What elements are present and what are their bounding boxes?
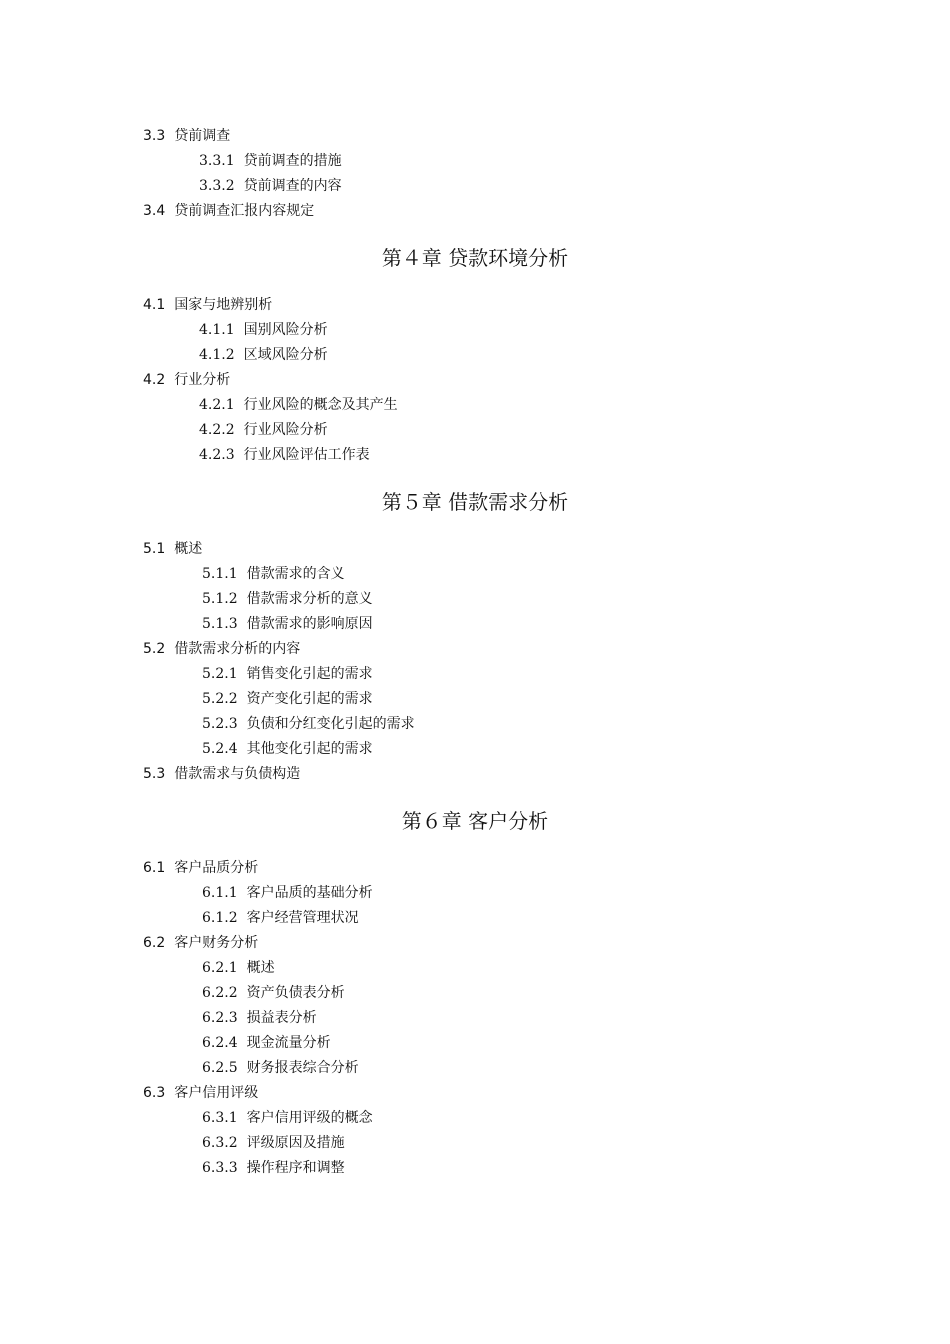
subsection-number: 4.2.1 xyxy=(199,397,235,413)
subsection-number: 6.3.3 xyxy=(202,1160,238,1176)
subsection-title: 行业风险分析 xyxy=(243,422,328,438)
toc-section-3-3 xyxy=(143,127,230,145)
subsection-title: 客户经营管理状况 xyxy=(246,910,359,926)
toc-subsection-6-2-3 xyxy=(202,1009,317,1027)
subsection-title: 评级原因及措施 xyxy=(246,1135,345,1151)
section-number: 4.2 xyxy=(143,372,166,388)
toc-section-5-3 xyxy=(143,765,300,783)
toc-section-4-1 xyxy=(143,296,272,314)
subsection-number: 6.1.2 xyxy=(202,910,238,926)
chapter-5-heading: 第５章 借款需求分析 xyxy=(381,490,569,514)
subsection-number: 4.1.1 xyxy=(199,322,235,338)
subsection-title: 操作程序和调整 xyxy=(246,1160,345,1176)
toc-section-5-2 xyxy=(143,640,300,658)
toc-subsection-6-2-2 xyxy=(202,984,345,1002)
subsection-title: 区域风险分析 xyxy=(243,347,328,363)
toc-subsection-6-3-2 xyxy=(202,1134,345,1152)
section-number: 5.3 xyxy=(143,766,166,782)
toc-section-6-1 xyxy=(143,859,258,877)
subsection-number: 3.3.1 xyxy=(199,153,235,169)
toc-section-6-3 xyxy=(143,1084,258,1102)
subsection-number: 6.2.2 xyxy=(202,985,238,1001)
section-title: 借款需求与负债构造 xyxy=(174,766,301,782)
chapter-6-heading: 第６章 客户分析 xyxy=(401,809,549,833)
subsection-title: 行业风险的概念及其产生 xyxy=(243,397,398,413)
toc-section-3-4 xyxy=(143,202,314,220)
toc-subsection-4-2-1 xyxy=(199,396,398,414)
subsection-number: 6.2.4 xyxy=(202,1035,238,1051)
toc-subsection-6-1-2 xyxy=(202,909,359,927)
toc-subsection-3-3-1 xyxy=(199,152,342,170)
toc-subsection-5-1-2 xyxy=(202,590,373,608)
subsection-title: 现金流量分析 xyxy=(246,1035,331,1051)
toc-subsection-4-1-1 xyxy=(199,321,328,339)
toc-subsection-6-2-5 xyxy=(202,1059,359,1077)
subsection-number: 6.2.5 xyxy=(202,1060,238,1076)
section-title: 行业分析 xyxy=(174,372,231,388)
subsection-title: 客户信用评级的概念 xyxy=(246,1110,373,1126)
toc-section-6-2 xyxy=(143,934,258,952)
chapter-4-heading: 第４章 贷款环境分析 xyxy=(381,246,569,270)
subsection-number: 4.2.2 xyxy=(199,422,235,438)
toc-subsection-3-3-2 xyxy=(199,177,342,195)
subsection-title: 贷前调查的措施 xyxy=(243,153,342,169)
subsection-title: 借款需求的含义 xyxy=(246,566,345,582)
toc-section-4-2 xyxy=(143,371,230,389)
section-number: 5.2 xyxy=(143,641,166,657)
subsection-title: 财务报表综合分析 xyxy=(246,1060,359,1076)
section-number: 3.4 xyxy=(143,203,166,219)
section-title: 借款需求分析的内容 xyxy=(174,641,301,657)
subsection-title: 销售变化引起的需求 xyxy=(246,666,373,682)
subsection-title: 客户品质的基础分析 xyxy=(246,885,373,901)
subsection-number: 5.1.1 xyxy=(202,566,238,582)
section-number: 6.3 xyxy=(143,1085,166,1101)
section-title: 客户财务分析 xyxy=(174,935,259,951)
subsection-number: 5.2.2 xyxy=(202,691,238,707)
subsection-number: 6.2.3 xyxy=(202,1010,238,1026)
toc-subsection-4-1-2 xyxy=(199,346,328,364)
subsection-title: 借款需求的影响原因 xyxy=(246,616,373,632)
subsection-number: 5.1.3 xyxy=(202,616,238,632)
section-number: 4.1 xyxy=(143,297,166,313)
subsection-title: 资产负债表分析 xyxy=(246,985,345,1001)
toc-subsection-6-1-1 xyxy=(202,884,373,902)
toc-subsection-4-2-3 xyxy=(199,446,370,464)
subsection-title: 行业风险评估工作表 xyxy=(243,447,370,463)
subsection-number: 6.3.2 xyxy=(202,1135,238,1151)
subsection-number: 4.1.2 xyxy=(199,347,235,363)
toc-subsection-6-3-3 xyxy=(202,1159,345,1177)
subsection-number: 6.1.1 xyxy=(202,885,238,901)
toc-subsection-6-2-4 xyxy=(202,1034,331,1052)
section-number: 3.3 xyxy=(143,128,166,144)
subsection-number: 6.2.1 xyxy=(202,960,238,976)
section-title: 国家与地辨别析 xyxy=(174,297,273,313)
subsection-number: 5.2.4 xyxy=(202,741,238,757)
subsection-title: 资产变化引起的需求 xyxy=(246,691,373,707)
section-number: 6.2 xyxy=(143,935,166,951)
toc-subsection-6-3-1 xyxy=(202,1109,373,1127)
section-title: 客户信用评级 xyxy=(174,1085,259,1101)
toc-subsection-4-2-2 xyxy=(199,421,328,439)
toc-subsection-5-1-1 xyxy=(202,565,345,583)
section-title: 客户品质分析 xyxy=(174,860,259,876)
section-title: 贷前调查 xyxy=(174,128,231,144)
subsection-title: 其他变化引起的需求 xyxy=(246,741,373,757)
section-title: 贷前调查汇报内容规定 xyxy=(174,203,315,219)
subsection-number: 5.2.3 xyxy=(202,716,238,732)
section-title: 概述 xyxy=(174,541,203,557)
toc-section-5-1 xyxy=(143,540,202,558)
subsection-title: 概述 xyxy=(246,960,275,976)
subsection-number: 3.3.2 xyxy=(199,178,235,194)
subsection-number: 4.2.3 xyxy=(199,447,235,463)
subsection-title: 损益表分析 xyxy=(246,1010,317,1026)
subsection-title: 国别风险分析 xyxy=(243,322,328,338)
toc-subsection-5-2-3 xyxy=(202,715,415,733)
toc-subsection-5-1-3 xyxy=(202,615,373,633)
section-number: 6.1 xyxy=(143,860,166,876)
toc-subsection-5-2-4 xyxy=(202,740,373,758)
subsection-title: 贷前调查的内容 xyxy=(243,178,342,194)
subsection-number: 6.3.1 xyxy=(202,1110,238,1126)
subsection-number: 5.2.1 xyxy=(202,666,238,682)
toc-subsection-6-2-1 xyxy=(202,959,275,977)
subsection-title: 负债和分红变化引起的需求 xyxy=(246,716,415,732)
toc-subsection-5-2-2 xyxy=(202,690,373,708)
toc-subsection-5-2-1 xyxy=(202,665,373,683)
section-number: 5.1 xyxy=(143,541,166,557)
subsection-title: 借款需求分析的意义 xyxy=(246,591,373,607)
subsection-number: 5.1.2 xyxy=(202,591,238,607)
